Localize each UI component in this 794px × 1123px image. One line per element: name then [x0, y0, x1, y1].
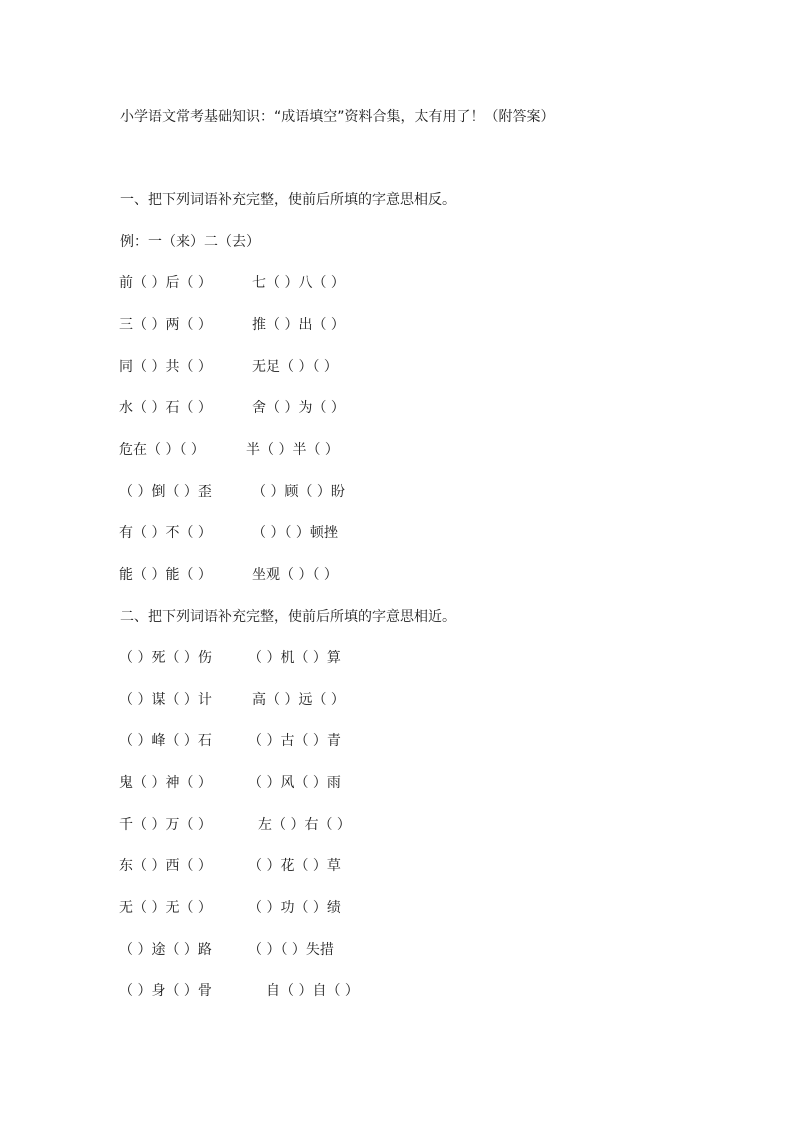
- s1-row-3-left: 同（ ）共（ ）: [119, 359, 212, 375]
- s2-row-7-left: 无（ ）无（ ）: [119, 900, 212, 916]
- s1-row-2-left: 三（ ）两（ ）: [119, 317, 212, 333]
- s2-row-6-right: （ ）花（ ）草: [248, 858, 341, 874]
- section-2-heading: 二、把下列词语补充完整，使前后所填的字意思相近。: [120, 609, 456, 625]
- s1-row-7-right: （ ）（ ）顿挫: [252, 525, 338, 541]
- s2-row-5-right: 左（ ）右（ ）: [258, 817, 351, 833]
- s1-row-5-right: 半（ ）半（ ）: [246, 442, 339, 458]
- s1-row-3-right: 无足（ ）（ ）: [252, 359, 338, 375]
- s2-row-1-left: （ ）死（ ）伤: [119, 650, 212, 666]
- section-1-example: 例：一（来）二（去）: [120, 234, 260, 250]
- s1-row-4-left: 水（ ）石（ ）: [119, 400, 212, 416]
- s2-row-2-right: 高（ ）远（ ）: [252, 692, 345, 708]
- s1-row-5-left: 危在（ ）（ ）: [119, 442, 205, 458]
- s2-row-3-left: （ ）峰（ ）石: [119, 733, 212, 749]
- s1-row-6-left: （ ）倒（ ）歪: [119, 484, 212, 500]
- s2-row-8-right: （ ）（ ）失措: [248, 942, 334, 958]
- s2-row-1-right: （ ）机（ ）算: [248, 650, 341, 666]
- s2-row-6-left: 东（ ）西（ ）: [119, 858, 212, 874]
- s1-row-8-right: 坐观（ ）（ ）: [252, 567, 338, 583]
- s1-row-8-left: 能（ ）能（ ）: [119, 567, 212, 583]
- s1-row-2-right: 推（ ）出（ ）: [252, 317, 345, 333]
- s2-row-4-left: 鬼（ ）神（ ）: [119, 775, 212, 791]
- s1-row-4-right: 舍（ ）为（ ）: [252, 400, 345, 416]
- s1-row-1-right: 七（ ）八（ ）: [252, 275, 345, 291]
- s2-row-3-right: （ ）古（ ）青: [248, 733, 341, 749]
- s1-row-7-left: 有（ ）不（ ）: [119, 525, 212, 541]
- s2-row-9-right: 自（ ）自（ ）: [266, 983, 359, 999]
- document-title: 小学语文常考基础知识：“成语填空”资料合集，太有用了！（附答案）: [120, 109, 555, 125]
- section-1-heading: 一、把下列词语补充完整，使前后所填的字意思相反。: [120, 192, 456, 208]
- s2-row-7-right: （ ）功（ ）绩: [248, 900, 341, 916]
- s2-row-8-left: （ ）途（ ）路: [119, 942, 212, 958]
- s2-row-2-left: （ ）谋（ ）计: [119, 692, 212, 708]
- s2-row-4-right: （ ）风（ ）雨: [248, 775, 341, 791]
- s1-row-1-left: 前（ ）后（ ）: [119, 275, 212, 291]
- s2-row-5-left: 千（ ）万（ ）: [119, 817, 212, 833]
- s2-row-9-left: （ ）身（ ）骨: [119, 983, 212, 999]
- s1-row-6-right: （ ）顾（ ）盼: [252, 484, 345, 500]
